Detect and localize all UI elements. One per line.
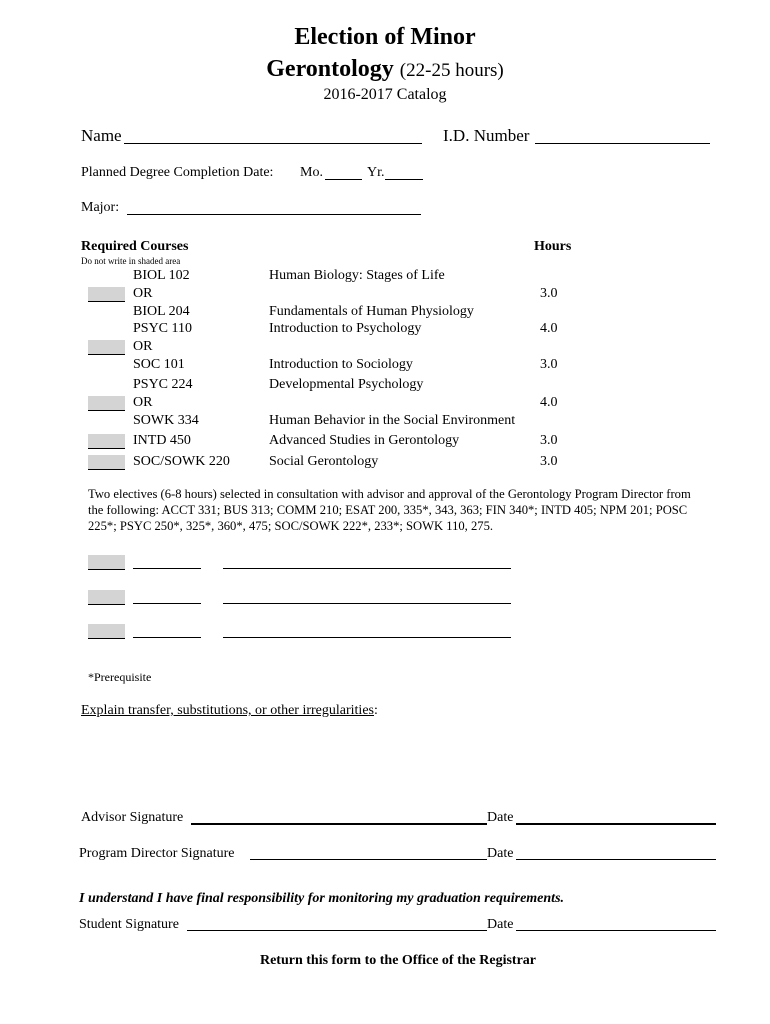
id-label: I.D. Number: [443, 126, 530, 145]
shaded-box: [88, 624, 125, 639]
month-field[interactable]: [325, 179, 362, 180]
elective-title-field[interactable]: [223, 568, 511, 569]
shaded-box: [88, 555, 125, 570]
course-code: INTD 450: [133, 433, 191, 448]
irregularities-label: Explain transfer, substitutions, or other irregularities:: [81, 703, 378, 718]
shaded-box: [88, 590, 125, 605]
student-signature-field[interactable]: [187, 930, 487, 931]
course-code: PSYC 110: [133, 321, 193, 336]
hours-heading: Hours: [534, 239, 572, 254]
student-signature-label: Student Signature: [79, 917, 179, 932]
course-code: SOWK 334: [133, 413, 199, 428]
course-code: PSYC 224: [133, 377, 193, 392]
director-signature-field[interactable]: [250, 859, 487, 860]
course-code: SOC/SOWK 220: [133, 454, 230, 469]
year-field[interactable]: [385, 179, 423, 180]
form-title: Election of Minor: [294, 24, 476, 50]
course-title: Developmental Psychology: [269, 377, 424, 392]
director-signature-label: Program Director Signature: [79, 846, 235, 861]
course-code: SOC 101: [133, 357, 185, 372]
course-code: OR: [133, 286, 153, 301]
course-hours: 3.0: [540, 357, 558, 372]
elective-course-field[interactable]: [133, 568, 201, 569]
advisor-signature-label: Advisor Signature: [81, 810, 184, 825]
course-title: Introduction to Psychology: [269, 321, 422, 336]
advisor-date-field[interactable]: [516, 823, 716, 825]
responsibility-statement: I understand I have final responsibility for monitoring my graduation requirements.: [79, 891, 565, 906]
director-date-field[interactable]: [516, 859, 716, 860]
course-title: Social Gerontology: [269, 454, 379, 469]
course-code: BIOL 204: [133, 304, 190, 319]
name-label: Name: [81, 126, 122, 145]
shaded-box: [88, 287, 125, 302]
advisor-signature-field[interactable]: [191, 823, 487, 825]
return-instruction: Return this form to the Office of the Registrar: [259, 953, 537, 968]
year-label: Yr.: [367, 165, 385, 180]
course-title: Advanced Studies in Gerontology: [269, 433, 460, 448]
course-hours: 3.0: [540, 433, 558, 448]
elective-course-field[interactable]: [133, 603, 201, 604]
course-hours: 4.0: [540, 321, 558, 336]
required-courses-heading: Required Courses: [81, 239, 189, 254]
director-date-label: Date: [487, 846, 514, 861]
shaded-box: [88, 340, 125, 355]
course-hours: 4.0: [540, 395, 558, 410]
course-title: Human Behavior in the Social Environment: [269, 413, 516, 428]
form-subtitle: [0, 56, 770, 83]
prerequisite-note: *Prerequisite: [88, 670, 152, 684]
completion-label: Planned Degree Completion Date:: [81, 165, 274, 180]
id-field[interactable]: [535, 143, 710, 144]
name-field[interactable]: [124, 143, 422, 144]
elective-title-field[interactable]: [223, 637, 511, 638]
course-title: Fundamentals of Human Physiology: [269, 304, 474, 319]
major-label: Major:: [81, 200, 120, 215]
shaded-box: [88, 396, 125, 411]
student-date-field[interactable]: [516, 930, 716, 931]
course-hours: 3.0: [540, 286, 558, 301]
course-title: Introduction to Sociology: [269, 357, 413, 372]
course-code: OR: [133, 339, 153, 354]
shade-note: Do not write in shaded area: [81, 256, 181, 266]
course-code: OR: [133, 395, 153, 410]
minor-name: Gerontology: [266, 56, 394, 82]
advisor-date-label: Date: [487, 810, 514, 825]
elective-title-field[interactable]: [223, 603, 511, 604]
shaded-box: [88, 455, 125, 470]
catalog-year: 2016-2017 Catalog: [323, 86, 447, 103]
month-label: Mo.: [300, 165, 323, 180]
hours-range: (22-25 hours): [399, 60, 504, 81]
course-title: Human Biology: Stages of Life: [269, 268, 445, 283]
student-date-label: Date: [487, 917, 514, 932]
electives-text: Two electives (6-8 hours) selected in consultation with advisor and approval of the Gerontology Program Director from the following: ACCT 331; BUS 313; COMM 210; ESAT 200, 335*, 343, 363; FIN 340*; INTD 405; NPM 201; POSC 225*; PSYC 250*, 325*, 360*, 475; SOC/SOWK 222*, 233*; SOWK 110, 275.: [88, 487, 691, 533]
course-code: BIOL 102: [133, 268, 190, 283]
major-field[interactable]: [127, 214, 421, 215]
shaded-box: [88, 434, 125, 449]
elective-course-field[interactable]: [133, 637, 201, 638]
course-hours: 3.0: [540, 454, 558, 469]
